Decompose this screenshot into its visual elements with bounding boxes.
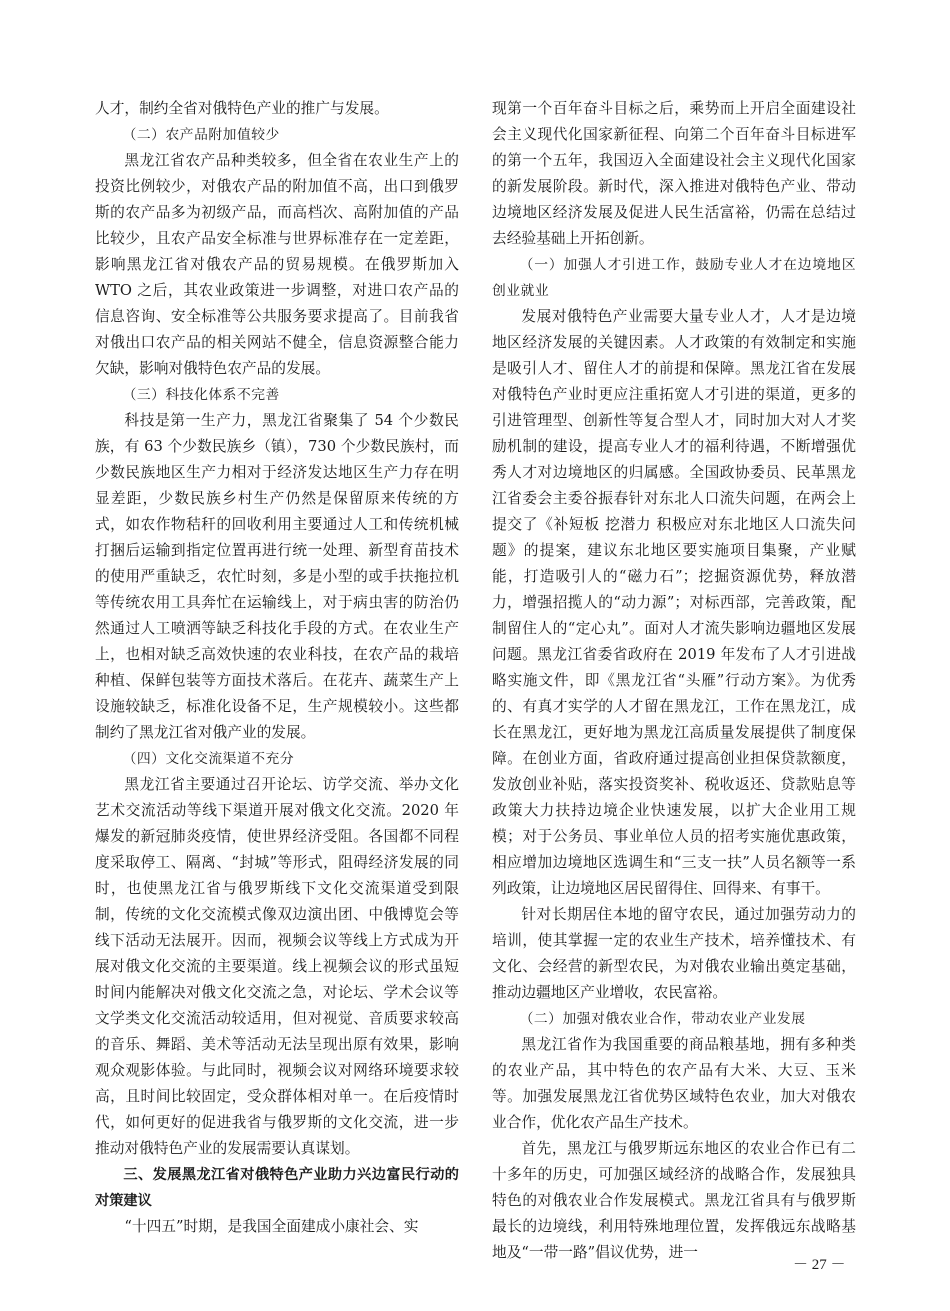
paragraph: 针对长期居住本地的留守农民，通过加强劳动力的培训，使其掌握一定的农业生产技术，培养懂技术、有文化、会经营的新型农民，为对俄农业输出奠定基础，推动边疆地区产业增收，农民富裕。: [492, 906, 856, 1001]
paragraph: 黑龙江省作为我国重要的商品粮基地，拥有多种类的农业产品，其中特色的农产品有大米、大豆、玉米等。加强发展黑龙江省优势区域特色农业，加大对俄农业合作，优化农产品生产技术。: [492, 1036, 856, 1131]
paragraph: 发展对俄特色产业需要大量专业人才，人才是边境地区经济发展的关键因素。人才政策的有效制定和实施是吸引人才、留住人才的前提和保障。黑龙江省在发展对俄特色产业时更应注重拓宽人才引进的渠道，更多的引进管理型、创新性等复合型人才，同时加大对人才奖励机制的建设，提高专业人才的福利待遇，不断增强优秀人才对边境地区的归属感。全国政协委员、民革黑龙江省委会主委谷振春针对东北人口流失问题，在两会上提交了《补短板 挖潜力 积极应对东北地区人口流失问题》的提案，建议东北地区要实施项目集聚，产业赋能，打造吸引人的“磁力石”；挖掘资源优势，释放潜力，增强招揽人的“动力源”；对标西部，完善政策，配制留住人的“定心丸”。面对人才流失影响边疆地区发展问题。黑龙江省委省政府在 2019 年发布了人才引进战略实施文件，即《黑龙江省“头雁”行动方案》。为优秀的、有真才实学的人才留在黑龙江，工作在黑龙江，成长在黑龙江，更好地为黑龙江高质量发展提供了制度保障。在创业方面，省政府通过提高创业担保贷款额度，发放创业补贴，落实投资奖补、税收返还、贷款贴息等政策大力扶持边境企业快速发展，以扩大企业用工规模；对于公务员、事业单位人员的招考实施优惠政策，相应增加边境地区选调生和“三支一扶”人员名额等一系列政策，让边境地区居民留得住、回得来、有事干。: [492, 308, 856, 897]
page-number: － 27 －: [793, 1257, 846, 1273]
subsection-heading: （二）加强对俄农业合作，带动农业产业发展: [519, 1011, 806, 1027]
subsection-heading: （二）农产品附加值较少: [122, 127, 280, 143]
paragraph: 人才，制约全省对俄特色产业的推广与发展。: [95, 100, 389, 117]
section-heading: 三、发展黑龙江省对俄特色产业助力兴边富民行动的对策建议: [95, 1167, 459, 1209]
subsection-heading: （一）加强人才引进工作，鼓励专业人才在边境地区创业就业: [492, 257, 856, 299]
subsection-heading: （三）科技化体系不完善: [122, 387, 280, 403]
paragraph: 黑龙江省主要通过召开论坛、访学交流、举办文化艺术交流活动等线下渠道开展对俄文化交流。2020 年爆发的新冠肺炎疫情，使世界经济受阻。各国都不同程度采取停工、隔离、“封城”等形式，阻碍经济发展的同时，也使黑龙江省与俄罗斯线下文化交流渠道受到限制，传统的文化交流模式像双边演出团、中俄博览会等线下活动无法展开。因而，视频会议等线上方式成为开展对俄文化交流的主要渠道。线上视频会议的形式虽短时间内能解决对俄文化交流之急，对论坛、学术会议等文学类文化交流活动较适用，但对视觉、音质要求较高的音乐、舞蹈、美术等活动无法呈现出原有效果，影响观众观影体验。与此同时，视频会议对网络环境要求较高，且时间比较固定，受众群体相对单一。在后疫情时代，如何更好的促进我省与俄罗斯的文化交流，进一步推动对俄特色产业的发展需要认真谋划。: [95, 776, 459, 1157]
paragraph: 科技是第一生产力，黑龙江省聚集了 54 个少数民族，有 63 个少数民族乡（镇），730 个少数民族村，而少数民族地区生产力相对于经济发达地区生产力存在明显差距，少数民族乡村生产仍然是保留原来传统的方式，如农作物秸秆的回收利用主要通过人工和传统机械打捆后运输到指定位置再进行统一处理、新型育苗技术的使用严重缺乏，农忙时刻，多是小型的或手扶拖拉机等传统农用工具奔忙在运输线上，对于病虫害的防治仍然通过人工喷洒等缺乏科技化手段的方式。在农业生产上，也相对缺乏高效快速的农业科技，在农产品的栽培种植、保鲜包装等方面技术落后。在花卉、蔬菜生产上设施较缺乏，标准化设备不足，生产规模较小。这些都制约了黑龙江省对俄产业的发展。: [95, 412, 459, 741]
paragraph: 黑龙江省农产品种类较多，但全省在农业生产上的投资比例较少，对俄农产品的附加值不高，出口到俄罗斯的农产品多为初级产品，而高档次、高附加值的产品比较少，且农产品安全标准与世界标准存在一定差距，影响黑龙江省对俄农产品的贸易规模。在俄罗斯加入 WTO 之后，其农业政策进一步调整，对进口农产品的信息咨询、安全标准等公共服务要求提高了。目前我省对俄出口农产品的相关网站不健全，信息资源整合能力欠缺，影响对俄特色农产品的发展。: [95, 152, 459, 377]
right-column: [492, 96, 856, 1266]
paragraph: 现第一个百年奋斗目标之后，乘势而上开启全面建设社会主义现代化国家新征程、向第二个百年奋斗目标进军的第一个五年，我国迈入全面建设社会主义现代化国家的新发展阶段。新时代，深入推进对俄特色产业、带动边境地区经济发展及促进人民生活富裕，仍需在总结过去经验基础上开拓创新。: [492, 100, 856, 247]
subsection-heading: （四）文化交流渠道不充分: [122, 751, 295, 767]
left-column: [95, 96, 459, 1240]
paragraph: 首先，黑龙江与俄罗斯远东地区的农业合作已有二十多年的历史，可加强区域经济的战略合作，发展独具特色的对俄农业合作发展模式。黑龙江省具有与俄罗斯最长的边境线，利用特殊地理位置，发挥俄远东战略基地及“一带一路”倡议优势，进一: [492, 1140, 856, 1261]
paragraph: “十四五”时期，是我国全面建成小康社会、实: [124, 1218, 419, 1235]
